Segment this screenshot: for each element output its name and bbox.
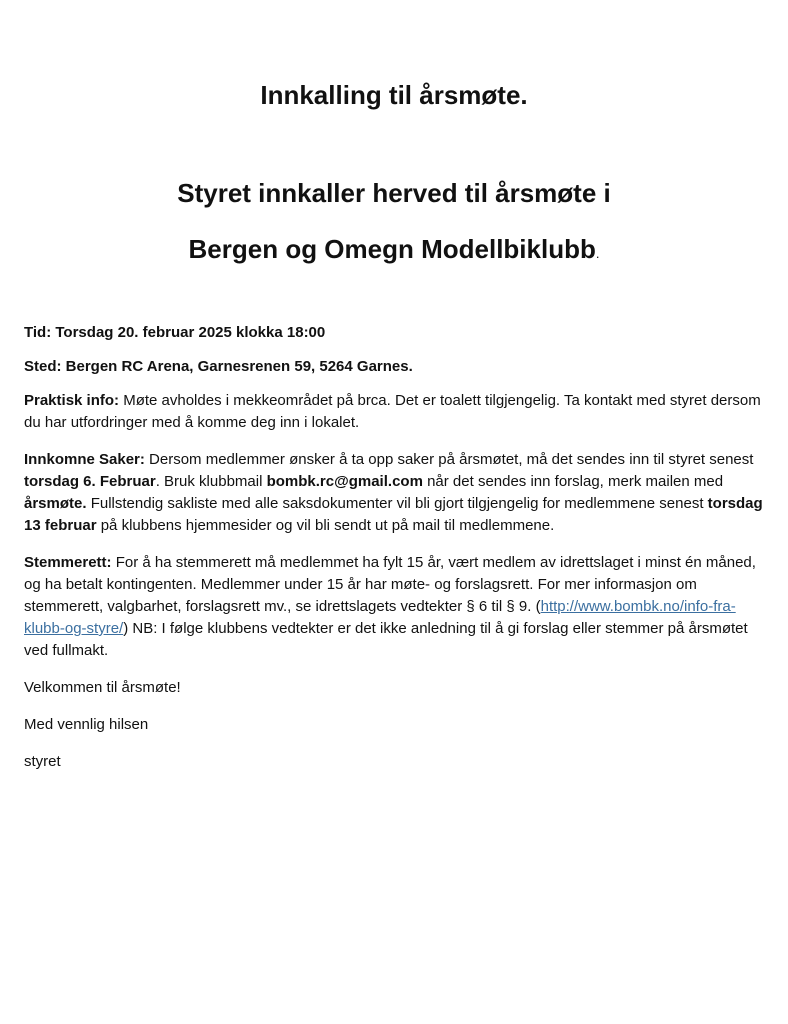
deadline-date: torsdag 6. Februar <box>24 473 156 490</box>
document-body <box>24 322 769 788</box>
heading-period: . <box>595 246 600 261</box>
signature-text: styret <box>24 753 61 770</box>
heading-line-1: Styret innkaller herved til årsmøte i <box>177 178 611 208</box>
bylaws-link[interactable]: http://www.bombk.no/info-fra-klubb-og-styre/ <box>24 598 736 637</box>
incoming-cases-text-1: Dersom medlemmer ønsker å ta opp saker på årsmøtet, må det sendes inn til styret senest <box>144 451 754 468</box>
practical-info-paragraph <box>24 390 769 434</box>
regards-text: Med vennlig hilsen <box>24 716 149 733</box>
incoming-cases-paragraph <box>24 449 769 537</box>
place-text: Sted: Bergen RC Arena, Garnesrenen 59, 5264 Garnes. <box>24 358 413 375</box>
place-paragraph <box>24 356 769 378</box>
incoming-cases-label: Innkomne Saker: <box>24 451 145 468</box>
club-name: Bergen og Omegn Modellbiklubb <box>188 234 596 264</box>
time-paragraph <box>24 322 769 344</box>
practical-info-label: Praktisk info: <box>24 392 120 409</box>
welcome-text: Velkommen til årsmøte! <box>24 679 181 696</box>
publish-date: torsdag 13 februar <box>24 495 763 534</box>
incoming-cases-text-4: Fullstendig sakliste med alle saksdokumenter vil bli gjort tilgjengelig for medlemmene senest <box>86 495 708 512</box>
practical-info-text: Møte avholdes i mekkeområdet på brca. Det er toalett tilgjengelig. Ta kontakt med styret dersom du har utfordringer med å komme deg inn i lokalet. <box>24 392 761 431</box>
incoming-cases-text-5: på klubbens hjemmesider og vil bli sendt ut på mail til medlemmene. <box>96 517 555 534</box>
document-title: Innkalling til årsmøte. <box>260 80 528 110</box>
voting-rights-text-2: ) NB: I følge klubbens vedtekter er det ikke anledning til å gi forslag eller stemmer på årsmøtet ved fullmakt. <box>24 620 748 659</box>
voting-rights-paragraph <box>24 552 769 662</box>
incoming-cases-text-2: . Bruk klubbmail <box>155 473 267 490</box>
voting-rights-text-1: For å ha stemmerett må medlemmet ha fylt 15 år, vært medlem av idrettslaget i minst én måned, og ha betalt kontingenten. Medlemmer under 15 år har møte- og forslagsrett. For mer informasjon om stemmerett, valgbarhet, forslagsrett mv., se idrettslagets vedtekter § 6 til § 9. ( <box>24 554 756 615</box>
club-email: bombk.rc@gmail.com <box>266 473 423 490</box>
voting-rights-label: Stemmerett: <box>24 554 112 571</box>
mail-subject: årsmøte. <box>24 495 87 512</box>
incoming-cases-text-3: når det sendes inn forslag, merk mailen med <box>422 473 724 490</box>
time-text: Tid: Torsdag 20. februar 2025 klokka 18:00 <box>24 324 326 341</box>
heading-line-2 <box>0 234 788 269</box>
